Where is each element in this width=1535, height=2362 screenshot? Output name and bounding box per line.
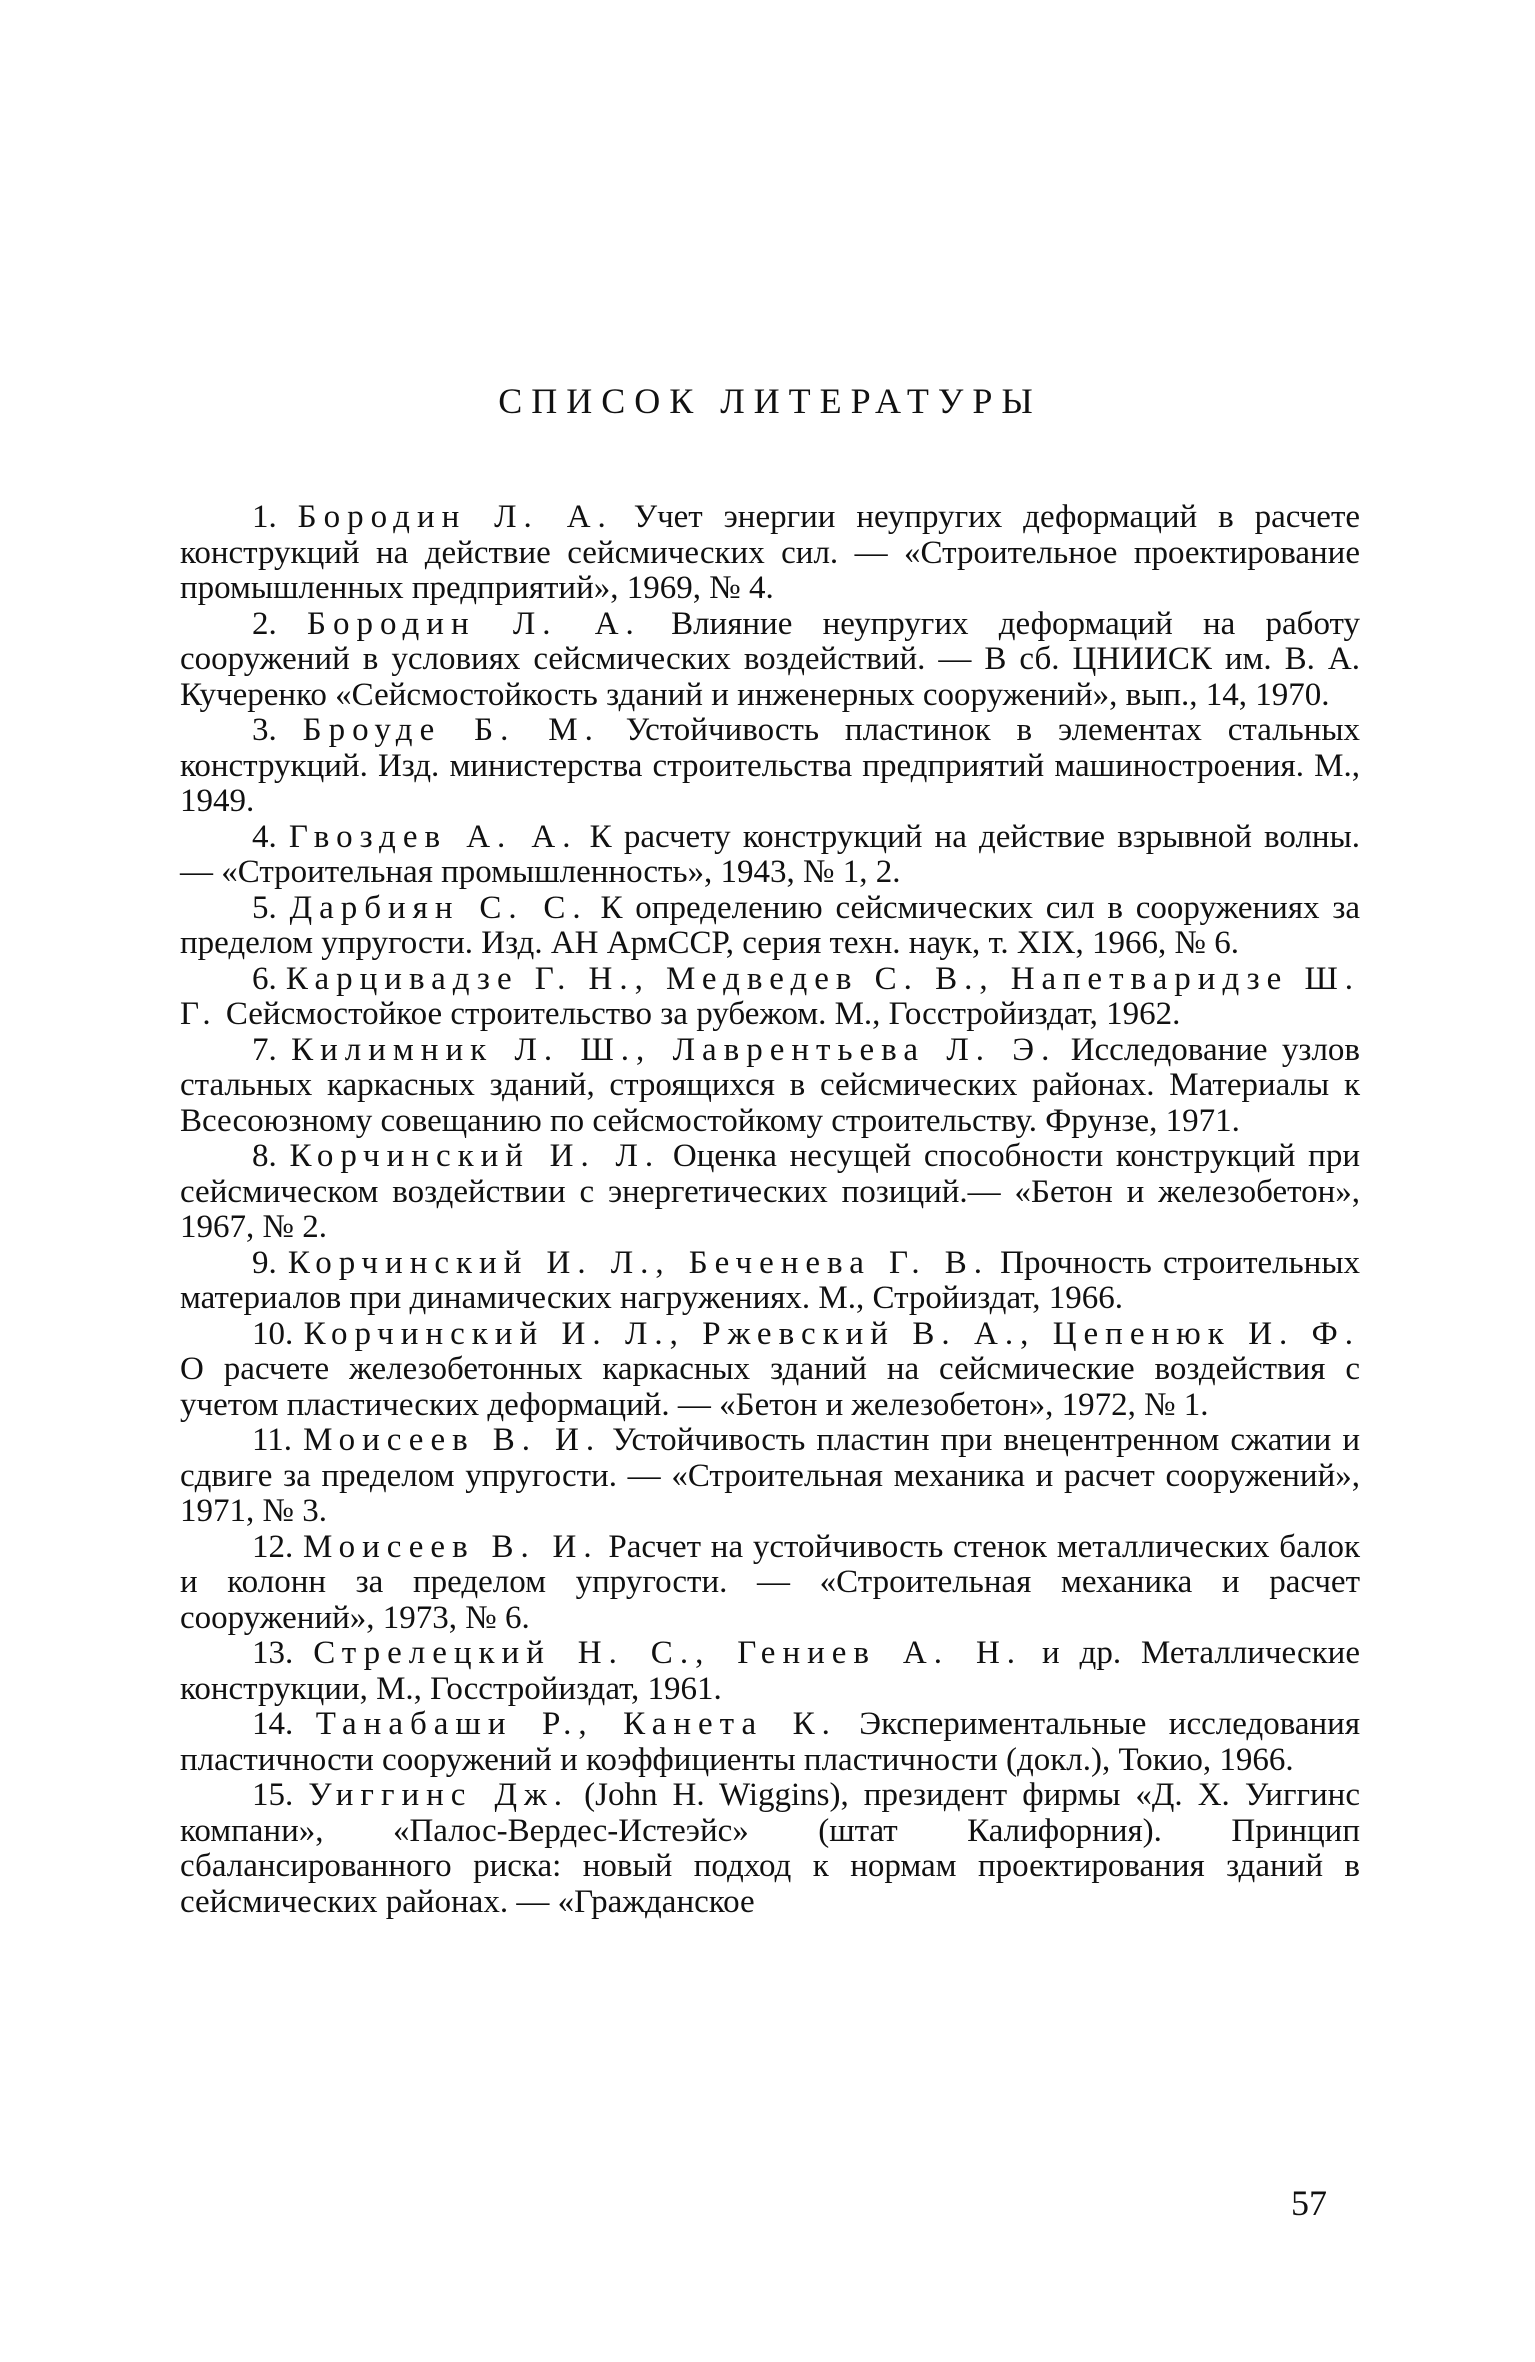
reference-number: 4. — [252, 818, 277, 855]
reference-item — [180, 962, 1360, 1033]
reference-item — [180, 1423, 1360, 1530]
reference-item — [180, 1636, 1360, 1707]
reference-item — [180, 607, 1360, 714]
reference-author: Уиггинс Дж. — [308, 1777, 570, 1813]
reference-text: Прочность строительных материалов при динамических нагружениях. М., Стройиздат, 1966. — [180, 1244, 1361, 1316]
reference-item — [180, 500, 1360, 607]
reference-text: К расчету конструкций на действие взрывной волны. — «Строительная промышленность», 1943, № 1, 2. — [180, 818, 1361, 890]
reference-item — [180, 1530, 1360, 1637]
reference-number: 6. — [252, 960, 277, 997]
reference-item — [180, 820, 1360, 891]
reference-item — [180, 1778, 1360, 1920]
reference-text: Экспериментальные исследования пластичности сооружений и коэффициенты пластичности (докл.), Токио, 1966. — [180, 1706, 1361, 1778]
reference-author: Карцивадзе Г. Н., Медведев С. В., Напетваридзе Ш. Г. — [180, 960, 1361, 1032]
reference-author: Моисеев В. И. — [303, 1422, 602, 1458]
reference-number: 14. — [252, 1706, 294, 1742]
reference-number: 15. — [252, 1777, 294, 1813]
reference-number: 7. — [252, 1031, 277, 1068]
reference-text: Устойчивость пластин при внецентренном сжатии и сдвиге за пределом упругости. — «Строительная механика и расчет сооружений», 1971, № 3. — [180, 1422, 1361, 1529]
page-number: 57 — [1291, 2183, 1327, 2223]
reference-author: Броуде Б. М. — [302, 712, 600, 748]
reference-author: Стрелецкий Н. С., Гениев А. Н. — [313, 1635, 1023, 1671]
reference-item — [180, 1033, 1360, 1140]
reference-number: 2. — [252, 605, 277, 642]
reference-number: 11. — [252, 1422, 293, 1458]
reference-text: Оценка несущей способности конструкций при сейсмическом воздействии с энергетических позиций.— «Бетон и железобетон», 1967, № 2. — [180, 1138, 1360, 1245]
reference-author: Гвоздев А. А. — [288, 818, 578, 855]
reference-author: Танабаши Р., Канета К. — [315, 1706, 837, 1742]
reference-author: Килимник Л. Ш., Лаврентьева Л. Э. — [291, 1031, 1057, 1068]
reference-number: 5. — [252, 889, 277, 926]
reference-author: Дарбиян С. С. — [289, 889, 588, 926]
reference-author: Моисеев В. И. — [303, 1528, 599, 1565]
reference-author: Корчинский И. Л. — [289, 1138, 661, 1174]
reference-text: К определению сейсмических сил в сооружениях за пределом упругости. Изд. АН АрмССР, серия техн. наук, т. XIX, 1966, № 6. — [180, 889, 1361, 961]
reference-item — [180, 1246, 1360, 1317]
reference-number: 3. — [252, 712, 277, 748]
reference-author: Бородин Л. А. — [307, 605, 641, 642]
reference-text: Устойчивость пластинок в элементах стальных конструкций. Изд. министерства строительства предприятий машиностроения. М., 1949. — [180, 712, 1361, 819]
reference-text: О расчете железобетонных каркасных зданий на сейсмические воздействия с учетом пластических деформаций. — «Бетон и железобетон», 1972, № 1. — [180, 1351, 1360, 1423]
page-title: СПИСОК ЛИТЕРАТУРЫ — [498, 381, 1042, 421]
reference-text: Сейсмостойкое строительство за рубежом. М., Госстройиздат, 1962. — [225, 996, 1181, 1032]
reference-text: Учет энергии неупругих деформаций в расчете конструкций на действие сейсмических сил. — «Строительное проектирование промышленных предприятий», 1969, № 4. — [180, 499, 1361, 606]
reference-number: 1. — [252, 499, 277, 535]
reference-text: и др. Металлические конструкции, М., Госстройиздат, 1961. — [180, 1635, 1360, 1707]
reference-item — [180, 891, 1360, 962]
reference-item — [180, 713, 1360, 820]
reference-list — [180, 500, 1360, 1920]
reference-number: 8. — [252, 1138, 277, 1174]
reference-text: Исследование узлов стальных каркасных зданий, строящихся в сейсмических районах. Материалы к Всесоюзному совещанию по сейсмостойкому строительству. Фрунзе, 1971. — [180, 1031, 1360, 1139]
reference-number: 9. — [252, 1244, 277, 1281]
reference-text: (John H. Wiggins), президент фирмы «Д. Х. Уиггинс компани», «Палос-Вердес-Истеэйс» (штат Калифорния). Принцип сбалансированного риска: новый подход к нормам проектирования зданий в сейсмических районах. — «Гражданское — [180, 1777, 1360, 1920]
reference-item — [180, 1317, 1360, 1424]
reference-text: Расчет на устойчивость стенок металлических балок и колонн за пределом упругости. — «Строительная механика и расчет сооружений», 1973, № 6. — [180, 1528, 1361, 1636]
reference-item — [180, 1139, 1360, 1246]
bibliography-page — [180, 380, 1360, 1920]
reference-text: Влияние неупругих деформаций на работу сооружений в условиях сейсмических воздействий. — В сб. ЦНИИСК им. В. А. Кучеренко «Сейсмостойкость зданий и инженерных сооружений», вып., 14, 1970. — [180, 605, 1361, 713]
reference-author: Корчинский И. Л., Ржевский В. А., Цепенюк И. Ф. — [303, 1315, 1361, 1352]
reference-author: Корчинский И. Л., Беченева Г. В. — [287, 1244, 989, 1281]
reference-number: 12. — [252, 1528, 294, 1565]
reference-item — [180, 1707, 1360, 1778]
reference-number: 13. — [252, 1635, 294, 1671]
reference-number: 10. — [252, 1315, 294, 1352]
reference-author: Бородин Л. А. — [297, 499, 613, 535]
